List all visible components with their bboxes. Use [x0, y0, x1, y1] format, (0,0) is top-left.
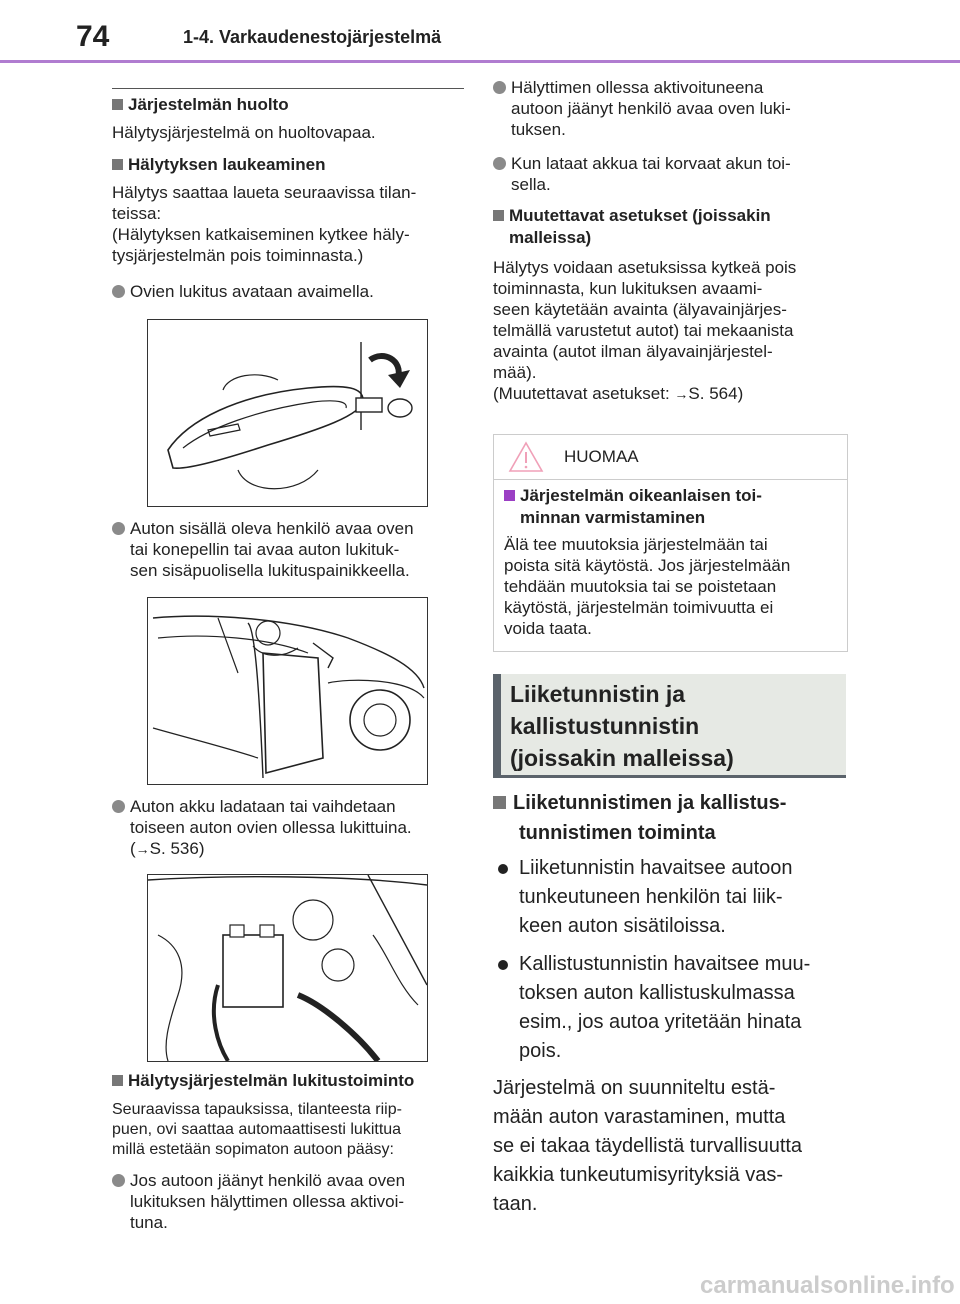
- maintenance-text: Hälytysjärjestelmä on huoltovapaa.: [112, 123, 376, 142]
- round-bullet-icon: [112, 522, 125, 535]
- list-item: Hälyttimen ollessa aktivoituneena autoon jäänyt henkilö avaa oven luki- tuksen.: [493, 77, 846, 140]
- heading-maintenance: Järjestelmän huolto: [112, 94, 289, 116]
- list-item: Auton sisällä oleva henkilö avaa oven tai konepellin tai avaa auton lukituk- sen sisäpuolisella lukituspainikkeella.: [112, 518, 464, 581]
- section-rule: [112, 88, 464, 89]
- section-title-line: Liiketunnistin ja: [510, 681, 686, 707]
- list-item: Liiketunnistin havaitsee autoon tunkeutuneen henkilön tai liik- keen auton sisätiloissa.: [493, 854, 846, 944]
- round-bullet-icon: [493, 157, 506, 170]
- square-bullet-icon: [112, 1075, 123, 1086]
- closing-text: Järjestelmä on suunniteltu estä- mään auton varastaminen, mutta se ei takaa täydellistä turvallisuutta kaikkia tunkeutumisyrityksiä vas- taan.: [493, 1077, 803, 1215]
- warning-triangle-icon: [508, 441, 544, 473]
- chapter-title: 1-4. Varkaudenestojärjestelmä: [183, 27, 442, 47]
- heading-sensor-operation: Liiketunnistimen ja kallistus- tunnistimen toiminta: [493, 788, 786, 848]
- page-number: 74: [76, 20, 110, 53]
- square-bullet-icon: [112, 159, 123, 170]
- section-title-bar: [493, 674, 501, 778]
- header-divider: [0, 60, 960, 63]
- caution-heading: Järjestelmän oikeanlaisen toi- minnan varmistaminen: [504, 485, 762, 529]
- person-in-car-illustration: [147, 597, 428, 785]
- heading-alarm-trigger: Hälytyksen laukeaminen: [112, 154, 325, 176]
- square-bullet-icon: [112, 99, 123, 110]
- round-bullet-icon: [112, 800, 125, 813]
- list-item: Kallistustunnistin havaitsee muu- toksen auton kallistuskulmassa esim., jos autoa yritetään hinata pois.: [493, 950, 846, 1070]
- list-item: Kun lataat akkua tai korvaat akun toi- sella.: [493, 153, 846, 195]
- square-bullet-icon: [493, 796, 506, 809]
- section-title-line: kallistustunnistin: [510, 713, 700, 739]
- custom-settings-text: Hälytys voidaan asetuksissa kytkeä pois toiminnasta, kun lukituksen avaami- seen käytetään avainta (älyavainjärjes- telmällä varustetut autot) tai mekaanista avainta (autot ilman älyavainjärjestel- mää). (Muutettavat asetukset: →S. 564): [493, 258, 797, 403]
- door-handle-drawing: [148, 320, 427, 506]
- square-bullet-icon: [493, 210, 504, 221]
- lock-function-text: Seuraavissa tapauksissa, tilanteesta riip- puen, ovi saattaa automaattisesti lukittua millä estetään sopimaton autoon pääsy:: [112, 1101, 402, 1158]
- door-handle-key-illustration: [147, 319, 428, 507]
- round-bullet-icon: [498, 864, 508, 874]
- watermark: carmanualsonline.info: [700, 1272, 955, 1299]
- list-item: Jos autoon jäänyt henkilö avaa oven lukituksen hälyttimen ollessa aktivoi- tuna.: [112, 1170, 464, 1233]
- round-bullet-icon: [493, 81, 506, 94]
- caution-title: HUOMAA: [564, 447, 639, 466]
- list-item: Ovien lukitus avataan avaimella.: [112, 281, 464, 303]
- section-title-box: [493, 674, 846, 778]
- arrow-right-icon: →: [135, 841, 150, 857]
- square-bullet-icon: [504, 490, 515, 501]
- list-item: Auton akku ladataan tai vaihdetaan toiseen auton ovien ollessa lukittuina. (→S. 536): [112, 796, 464, 859]
- section-title-line: (joissakin malleissa): [510, 745, 734, 771]
- heading-custom-settings: Muutettavat asetukset (joissakin malleissa): [493, 205, 771, 249]
- round-bullet-icon: [498, 960, 508, 970]
- battery-engine-illustration: [147, 874, 428, 1062]
- caution-box: [493, 434, 848, 652]
- round-bullet-icon: [112, 285, 125, 298]
- section-title-underline: [493, 775, 846, 778]
- car-door-drawing: [148, 598, 427, 784]
- arrow-right-icon: →: [674, 386, 689, 402]
- caution-text: Älä tee muutoksia järjestelmään tai poista sitä käytöstä. Jos järjestelmään tehdään muutoksia tai se poistetaan käytöstä, järjestelmän toimivuutta ei voida taata.: [504, 535, 791, 638]
- heading-lock-function: Hälytysjärjestelmän lukitustoiminto: [112, 1070, 414, 1092]
- caution-header: [494, 435, 847, 480]
- engine-bay-drawing: [148, 875, 427, 1061]
- round-bullet-icon: [112, 1174, 125, 1187]
- alarm-trigger-text: Hälytys saattaa laueta seuraavissa tilan- teissa: (Hälytyksen katkaiseminen kytkee häly- tysjärjestelmän pois toiminnasta.): [112, 183, 417, 265]
